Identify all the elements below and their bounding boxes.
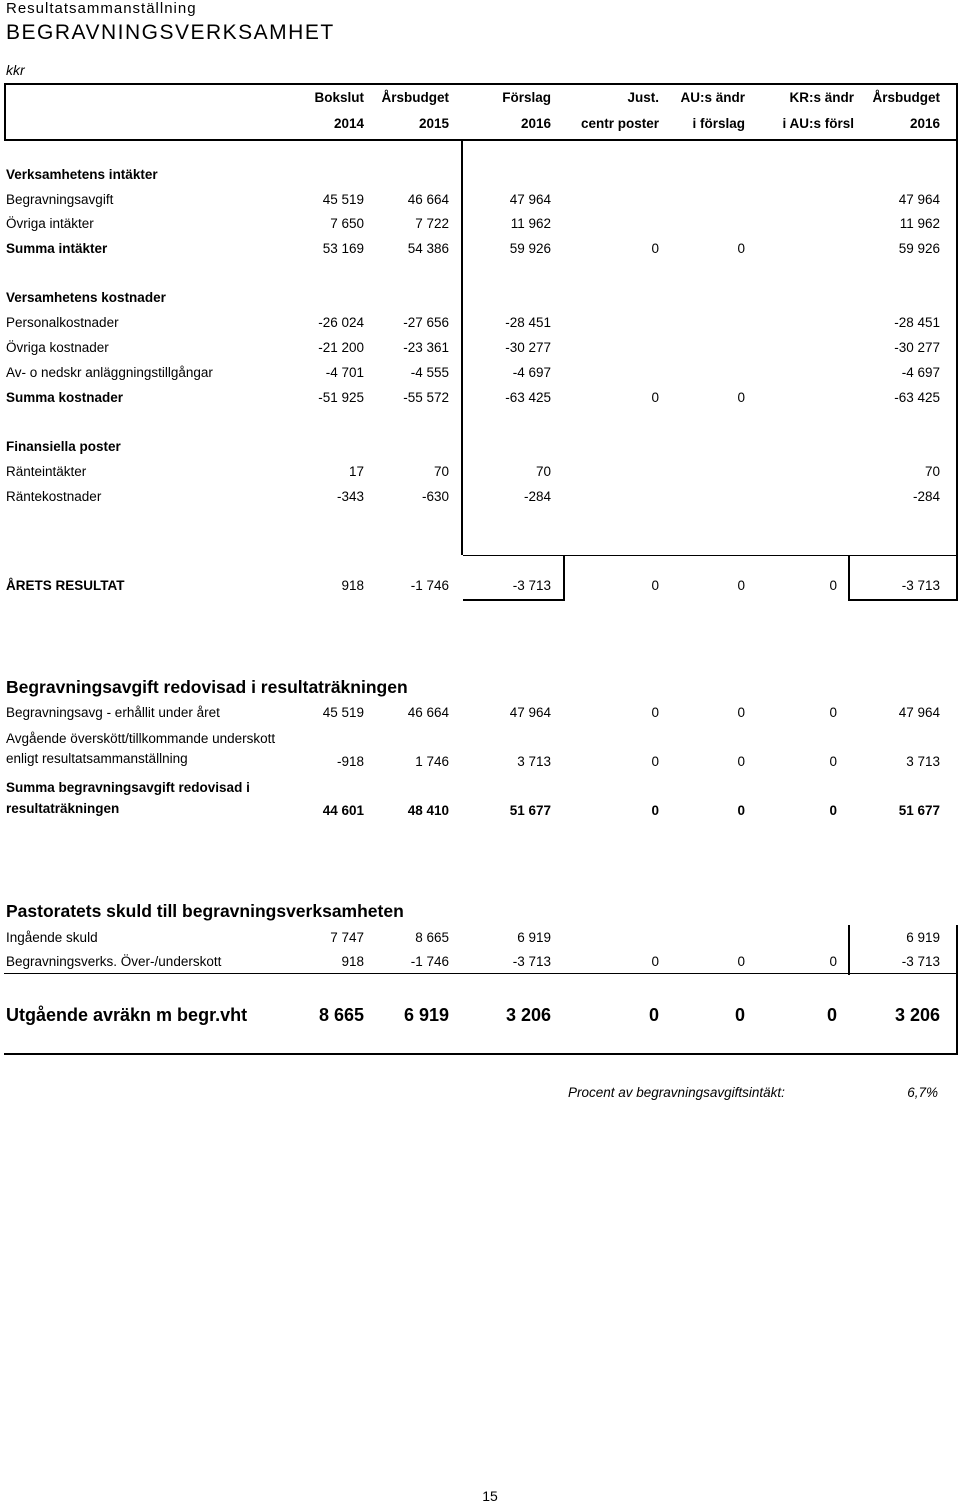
fee-section-heading: Begravningsavgift redovisad i resultaträkningen xyxy=(6,677,408,697)
debt-bottom-border xyxy=(4,973,958,974)
row-label: Ränteintäkter xyxy=(6,464,87,479)
cell: 46 664 xyxy=(407,192,449,207)
cell: 0 xyxy=(651,390,659,405)
cell: -284 xyxy=(912,489,940,504)
debt-final-right-border xyxy=(956,925,958,975)
cell: 0 xyxy=(651,578,659,593)
cell: 918 xyxy=(341,954,364,969)
cell: -27 656 xyxy=(403,315,449,330)
header-right-border xyxy=(956,83,958,141)
cell: 0 xyxy=(651,803,659,818)
cell: 70 xyxy=(535,464,551,479)
row-label: Övriga intäkter xyxy=(6,216,94,231)
cell: 45 519 xyxy=(322,705,364,720)
col-subheader-2015: 2015 xyxy=(418,116,449,131)
cell: 45 519 xyxy=(322,192,364,207)
cell: 11 962 xyxy=(510,216,551,231)
result-top-border xyxy=(463,555,958,556)
cell: 3 206 xyxy=(894,1005,940,1025)
cell: 6 919 xyxy=(403,1005,449,1025)
cell: 17 xyxy=(348,464,364,479)
col-subheader-i-aus-forsl: i AU:s försl xyxy=(782,116,854,131)
page-subtitle: BEGRAVNINGSVERKSAMHET xyxy=(6,21,335,44)
cell: -26 024 xyxy=(318,315,364,330)
percent-value: 6,7% xyxy=(907,1085,938,1100)
cell: -4 701 xyxy=(325,365,364,380)
unit-label: kkr xyxy=(6,62,25,78)
cell: -630 xyxy=(421,489,449,504)
right-column-divider xyxy=(956,141,958,555)
cell: 70 xyxy=(924,464,940,479)
col-subheader-2016-final: 2016 xyxy=(909,116,940,131)
cell: 0 xyxy=(737,754,745,769)
col-header-aus-andr: AU:s ändr xyxy=(680,90,745,105)
cell: 47 964 xyxy=(509,192,551,207)
cell: 53 169 xyxy=(322,241,364,256)
row-label-line1: Summa begravningsavgift redovisad i xyxy=(6,780,250,795)
cell: -30 277 xyxy=(894,340,940,355)
cell: 1 746 xyxy=(415,754,449,769)
row-label: Begravningsavg - erhållit under året xyxy=(6,705,220,720)
cell: 59 926 xyxy=(509,241,551,256)
cell: 54 386 xyxy=(407,241,449,256)
cell: 48 410 xyxy=(407,803,449,818)
table-top-border xyxy=(4,83,958,85)
cell: 0 xyxy=(829,754,837,769)
cell: -63 425 xyxy=(894,390,940,405)
cell: -23 361 xyxy=(403,340,449,355)
cell: 0 xyxy=(651,241,659,256)
finance-heading: Finansiella poster xyxy=(6,439,121,454)
closing-label: Utgående avräkn m begr.vht xyxy=(6,1005,248,1025)
row-label: Ingående skuld xyxy=(6,930,98,945)
cell: 0 xyxy=(737,390,745,405)
cell: 8 665 xyxy=(318,1005,364,1025)
percent-label: Procent av begravningsavgiftsintäkt: xyxy=(568,1085,785,1100)
cell: -28 451 xyxy=(505,315,551,330)
cell: 59 926 xyxy=(898,241,940,256)
cell: 44 601 xyxy=(322,803,364,818)
row-label: Personalkostnader xyxy=(6,315,119,330)
total-label: Summa intäkter xyxy=(6,241,108,256)
cell: -3 713 xyxy=(901,578,940,593)
col-header-forslag: Förslag xyxy=(502,90,551,105)
cell: -284 xyxy=(523,489,551,504)
result-final-left-border xyxy=(848,555,850,601)
cell: 0 xyxy=(648,1005,659,1025)
cell: 0 xyxy=(737,803,745,818)
col-header-bokslut: Bokslut xyxy=(314,90,364,105)
result-bottom-border xyxy=(463,599,565,601)
cell: -4 697 xyxy=(512,365,551,380)
header-left-border xyxy=(4,83,6,141)
col-subheader-centr-poster: centr poster xyxy=(580,116,659,131)
income-heading: Verksamhetens intäkter xyxy=(6,167,158,182)
costs-heading: Versamhetens kostnader xyxy=(6,290,166,305)
row-label: Begravningsavgift xyxy=(6,192,114,207)
col-subheader-i-forslag: i förslag xyxy=(692,116,745,131)
cell: 0 xyxy=(734,1005,745,1025)
cell: -1 746 xyxy=(410,578,449,593)
cell: -3 713 xyxy=(901,954,940,969)
result-final-right-border xyxy=(956,555,958,601)
total-label: Summa kostnader xyxy=(6,390,124,405)
cell: -918 xyxy=(336,754,364,769)
cell: -51 925 xyxy=(318,390,364,405)
cell: 0 xyxy=(829,578,837,593)
cell: -3 713 xyxy=(512,954,551,969)
result-label: ÅRETS RESULTAT xyxy=(6,578,125,593)
cell: 0 xyxy=(737,241,745,256)
cell: 46 664 xyxy=(407,705,449,720)
cell: 6 919 xyxy=(906,930,940,945)
cell: 47 964 xyxy=(898,705,940,720)
cell: 0 xyxy=(829,803,837,818)
row-label: Övriga kostnader xyxy=(6,340,109,355)
cell: 0 xyxy=(651,954,659,969)
cell: 11 962 xyxy=(899,216,940,231)
cell: -4 555 xyxy=(410,365,449,380)
cell: -21 200 xyxy=(318,340,364,355)
cell: -28 451 xyxy=(894,315,940,330)
col-header-just: Just. xyxy=(627,90,659,105)
cell: 7 747 xyxy=(330,930,364,945)
cell: 7 722 xyxy=(415,216,449,231)
cell: 47 964 xyxy=(509,705,551,720)
cell: 3 206 xyxy=(505,1005,551,1025)
col-header-arsbudget-2016: Årsbudget xyxy=(872,90,940,105)
cell: -3 713 xyxy=(512,578,551,593)
cell: 3 713 xyxy=(906,754,940,769)
cell: 3 713 xyxy=(517,754,551,769)
cell: -343 xyxy=(336,489,364,504)
cell: -1 746 xyxy=(410,954,449,969)
cell: 6 919 xyxy=(517,930,551,945)
cell: 8 665 xyxy=(415,930,449,945)
row-label: Räntekostnader xyxy=(6,489,102,504)
cell: 0 xyxy=(829,705,837,720)
cell: 0 xyxy=(651,754,659,769)
cell: 51 677 xyxy=(898,803,940,818)
cell: 51 677 xyxy=(509,803,551,818)
col-subheader-2014: 2014 xyxy=(333,116,364,131)
row-label-line2: resultaträkningen xyxy=(6,801,120,816)
closing-bottom-border xyxy=(4,1053,958,1055)
col-subheader-2016: 2016 xyxy=(520,116,551,131)
cell: 0 xyxy=(737,578,745,593)
row-label-line2: enligt resultatsammanställning xyxy=(6,751,188,766)
cell: 0 xyxy=(651,705,659,720)
row-label: Begravningsverks. Över-/underskott xyxy=(6,954,222,969)
cell: 0 xyxy=(826,1005,837,1025)
cell: -55 572 xyxy=(403,390,449,405)
header-bottom-border xyxy=(4,139,958,141)
cell: 0 xyxy=(737,705,745,720)
page-number: 15 xyxy=(482,1488,498,1504)
cell: 70 xyxy=(433,464,449,479)
row-label: Av- o nedskr anläggningstillgångar xyxy=(6,365,213,380)
cell: 47 964 xyxy=(898,192,940,207)
cell: 7 650 xyxy=(330,216,364,231)
row-label-line1: Avgående överskött/tillkommande underskott xyxy=(6,731,276,746)
debt-section-heading: Pastoratets skuld till begravningsverksamheten xyxy=(6,901,404,921)
debt-final-left-border xyxy=(848,925,850,975)
col-header-arsbudget-2015: Årsbudget xyxy=(381,90,449,105)
cell: 0 xyxy=(737,954,745,969)
page-title: Resultatsammanställning xyxy=(6,0,197,17)
col-header-krs-andr: KR:s ändr xyxy=(789,90,854,105)
cell: -63 425 xyxy=(505,390,551,405)
result-final-bottom-border xyxy=(848,599,958,601)
cell: 0 xyxy=(829,954,837,969)
cell: -30 277 xyxy=(505,340,551,355)
cell: -4 697 xyxy=(901,365,940,380)
closing-right-border xyxy=(956,974,958,1055)
cell: 918 xyxy=(341,578,364,593)
